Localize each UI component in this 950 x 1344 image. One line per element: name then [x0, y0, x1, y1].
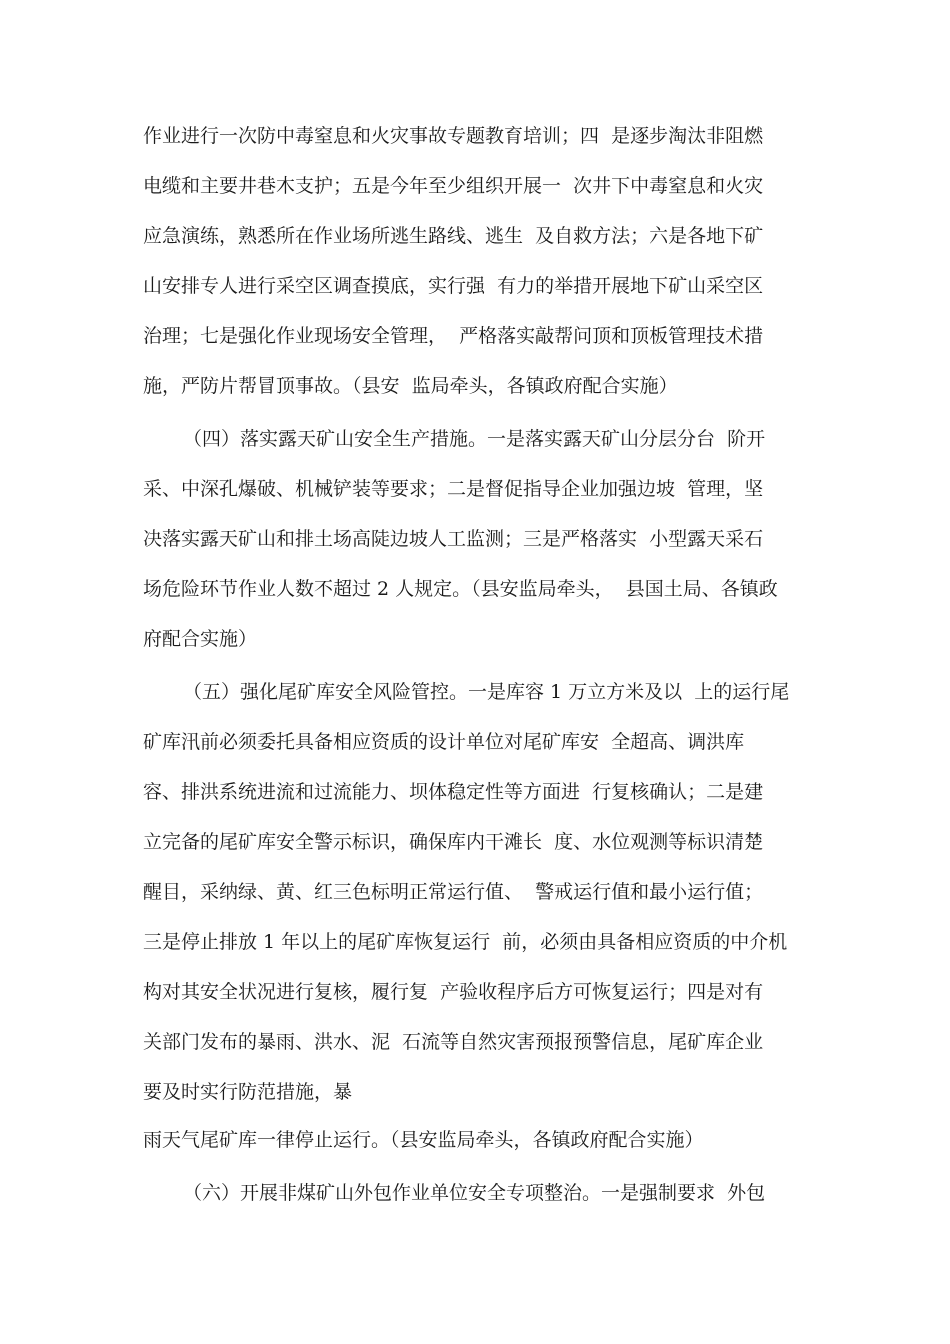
text-line: 关部门发布的暴雨、洪水、泥 石流等自然灾害预报预警信息，尾矿库企业 — [143, 1031, 764, 1053]
text-line: 山安排专人进行采空区调查摸底，实行强 有力的举措开展地下矿山采空区 — [143, 275, 764, 297]
text-line: 场危险环节作业人数不超过 2 人规定。（县安监局牵头， 县国土局、各镇政 — [143, 578, 778, 600]
text-line: 雨天气尾矿库一律停止运行。（县安监局牵头，各镇政府配合实施） — [143, 1129, 704, 1151]
text-line: 决落实露天矿山和排土场高陡边坡人工监测；三是严格落实 小型露天采石 — [143, 528, 764, 550]
text-line: 作业进行一次防中毒窒息和火灾事故专题教育培训；四 是逐步淘汰非阻燃 — [143, 125, 764, 147]
paragraph-heading-six: （六）开展非煤矿山外包作业单位安全专项整治。一是强制要求 外包 — [183, 1182, 766, 1204]
paragraph-heading-five: （五）强化尾矿库安全风险管控。一是库容 1 万立方米及以 上的运行尾 — [183, 681, 790, 703]
text-line: 三是停止排放 1 年以上的尾矿库恢复运行 前，必须由具备相应资质的中介机 — [143, 931, 788, 953]
text-line: 矿库汛前必须委托具备相应资质的设计单位对尾矿库安 全超高、调洪库 — [143, 731, 745, 753]
text-line: 构对其安全状况进行复核，履行复 产验收程序后方可恢复运行；四是对有 — [143, 981, 764, 1003]
text-line: 施，严防片帮冒顶事故。（县安 监局牵头，各镇政府配合实施） — [143, 375, 678, 397]
text-line: 采、中深孔爆破、机械铲装等要求；二是督促指导企业加强边坡 管理，坚 — [143, 478, 764, 500]
paragraph-heading-four: （四）落实露天矿山安全生产措施。一是落实露天矿山分层分台 阶开 — [183, 428, 766, 450]
text-line: 应急演练，熟悉所在作业场所逃生路线、逃生 及自救方法；六是各地下矿 — [143, 225, 764, 247]
text-line: 治理；七是强化作业现场安全管理， 严格落实敲帮问顶和顶板管理技术措 — [143, 325, 764, 347]
text-line: 府配合实施） — [143, 628, 258, 650]
text-line: 立完备的尾矿库安全警示标识，确保库内干滩长 度、水位观测等标识清楚 — [143, 831, 764, 853]
text-line: 电缆和主要井巷木支护；五是今年至少组织开展一 次井下中毒窒息和火灾 — [143, 175, 764, 197]
text-line: 要及时实行防范措施，暴 — [143, 1081, 353, 1103]
text-line: 容、排洪系统进流和过流能力、坝体稳定性等方面进 行复核确认；二是建 — [143, 781, 764, 803]
text-line: 醒目，采纳绿、黄、红三色标明正常运行值、 警戒运行值和最小运行值； — [143, 881, 764, 903]
